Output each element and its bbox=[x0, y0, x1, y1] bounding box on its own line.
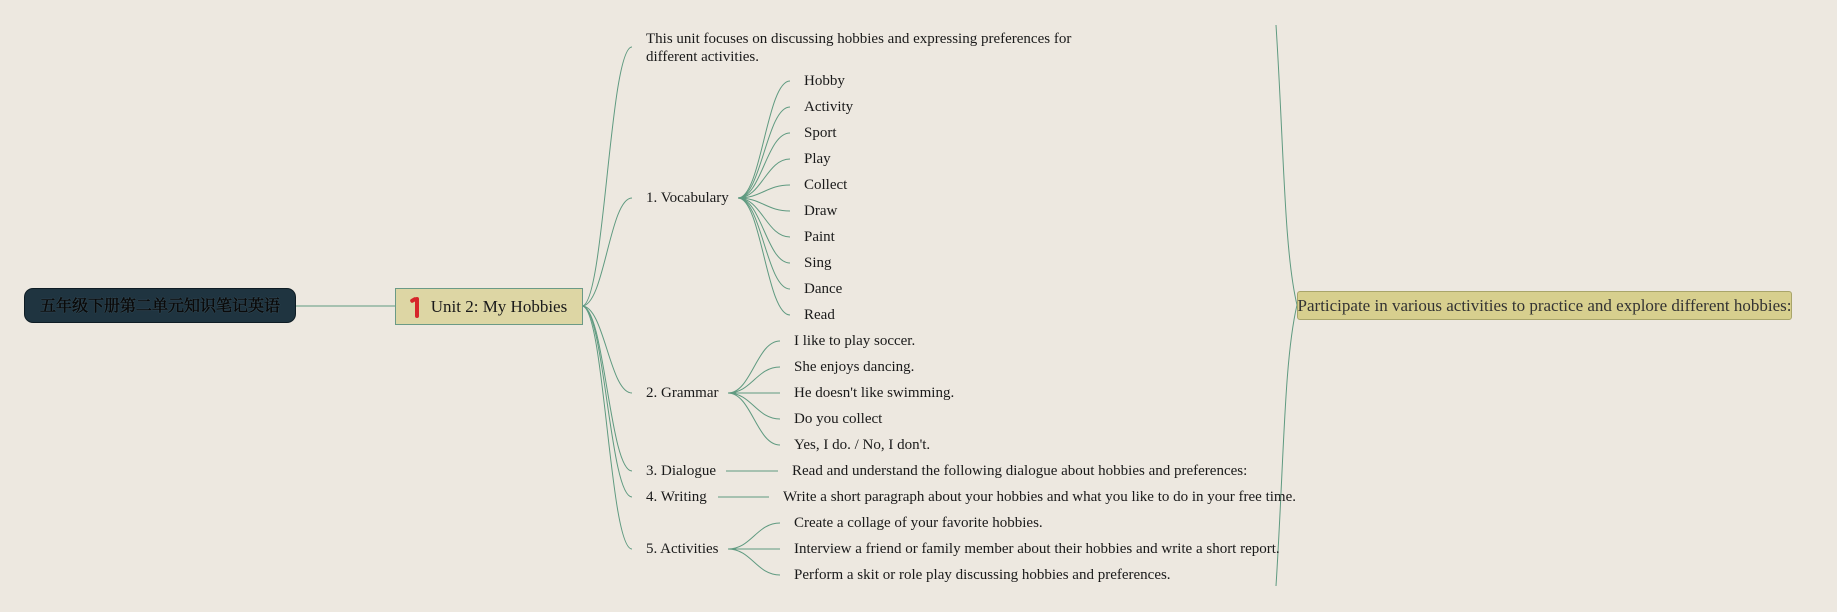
grammar-item[interactable]: I like to play soccer. bbox=[794, 333, 916, 349]
root-topic-label: 五年级下册第二单元知识笔记英语 bbox=[39, 295, 280, 315]
connector-activity-item bbox=[728, 523, 780, 549]
topic-grammar[interactable]: 2. Grammar bbox=[646, 385, 719, 401]
vocab-item[interactable]: Read bbox=[804, 307, 835, 323]
dialogue-item[interactable]: Read and understand the following dialogue about hobbies and preferences: bbox=[792, 463, 1248, 479]
main-topic[interactable] bbox=[395, 288, 583, 325]
summary-topic[interactable] bbox=[1297, 291, 1792, 320]
vocab-item[interactable]: Activity bbox=[804, 99, 854, 115]
connector-writing bbox=[582, 306, 632, 497]
vocab-item[interactable]: Dance bbox=[804, 281, 843, 297]
activity-item[interactable]: Perform a skit or role play discussing hobbies and preferences. bbox=[794, 567, 1171, 583]
number-1-marker-icon bbox=[411, 295, 421, 319]
connector-dialogue bbox=[582, 306, 632, 471]
vocab-item[interactable]: Sport bbox=[804, 125, 837, 141]
intro-topic[interactable]: This unit focuses on discussing hobbies and expressing preferences for different activities. bbox=[646, 31, 1072, 65]
connector-intro bbox=[582, 47, 632, 306]
connector-vocab-item bbox=[738, 198, 790, 289]
connector-vocab-item bbox=[738, 198, 790, 263]
activity-item[interactable]: Interview a friend or family member about their hobbies and write a short report. bbox=[794, 541, 1280, 557]
grammar-item[interactable]: Do you collect bbox=[794, 411, 883, 427]
vocab-item[interactable]: Collect bbox=[804, 177, 848, 193]
vocab-item[interactable]: Draw bbox=[804, 203, 838, 219]
root-topic[interactable] bbox=[25, 289, 295, 322]
connector-grammar-item bbox=[728, 393, 780, 445]
connector-vocab-item bbox=[738, 81, 790, 198]
topic-writing[interactable]: 4. Writing bbox=[646, 489, 707, 505]
connector-activity-item bbox=[728, 549, 780, 575]
summary-topic-label: Participate in various activities to practice and explore different hobbies: bbox=[1297, 295, 1792, 315]
topic-dialogue[interactable]: 3. Dialogue bbox=[646, 463, 716, 479]
connector-vocab-item bbox=[738, 198, 790, 315]
grammar-item[interactable]: She enjoys dancing. bbox=[794, 359, 915, 375]
activity-item[interactable]: Create a collage of your favorite hobbies. bbox=[794, 515, 1043, 531]
grammar-item[interactable]: He doesn't like swimming. bbox=[794, 385, 955, 401]
writing-item[interactable]: Write a short paragraph about your hobbies and what you like to do in your free time. bbox=[783, 489, 1297, 505]
vocab-item[interactable]: Sing bbox=[804, 255, 832, 271]
connector-grammar-item bbox=[728, 341, 780, 393]
vocab-item[interactable]: Hobby bbox=[804, 73, 845, 89]
connector-vocab-item bbox=[738, 107, 790, 198]
topic-vocabulary[interactable]: 1. Vocabulary bbox=[646, 190, 729, 206]
vocab-item[interactable]: Play bbox=[804, 151, 831, 167]
grammar-item[interactable]: Yes, I do. / No, I don't. bbox=[794, 437, 931, 453]
connector-vocab-item bbox=[738, 133, 790, 198]
connector-activities bbox=[582, 306, 632, 549]
connector-grammar-item bbox=[728, 393, 780, 419]
connector-grammar-item bbox=[728, 367, 780, 393]
topic-activities[interactable]: 5. Activities bbox=[646, 541, 719, 557]
connector-vocabulary bbox=[582, 198, 632, 306]
main-topic-label: Unit 2: My Hobbies bbox=[430, 296, 568, 316]
connector-grammar bbox=[582, 306, 632, 393]
vocab-item[interactable]: Paint bbox=[804, 229, 835, 245]
